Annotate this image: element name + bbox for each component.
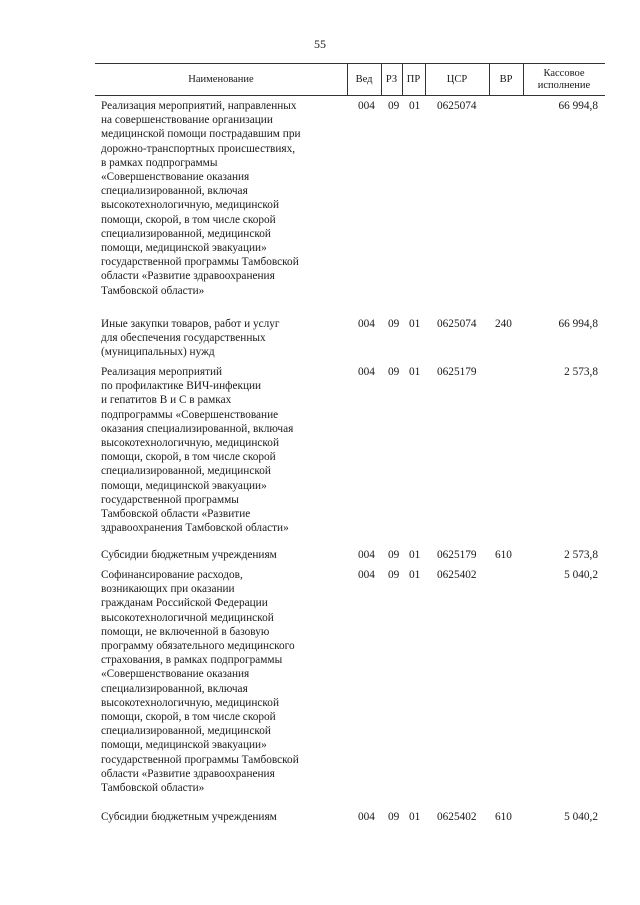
page-number: 55 [314, 37, 326, 51]
row-ved: 004 [358, 318, 375, 330]
row-ved: 004 [358, 100, 375, 112]
header-rz: РЗ [385, 73, 398, 85]
header-ved: Вед [355, 73, 373, 85]
row-pr: 01 [409, 549, 421, 561]
table-header [95, 63, 605, 96]
row-sum: 2 573,8 [564, 549, 598, 561]
row-rz: 09 [388, 811, 400, 823]
row-name: Реализация мероприятий, направленных на совершенствование организации медицинской помощи пострадавшим при дорожно-транспортных происшествиях, в рамках подпрограммы «Совершенствование оказания специализированной, включая высокотехнологичную, медицинской помощи, скорой, в том числе скорой специализированной, медицинской помощи, медицинской эвакуации» государственной программы Тамбовской области «Развитие здравоохранения Тамбовской области» [101, 100, 301, 297]
header-kassa: Кассовое исполнение [537, 67, 591, 91]
row-sum: 2 573,8 [564, 366, 598, 378]
row-csr: 0625179 [437, 549, 477, 561]
row-rz: 09 [388, 318, 400, 330]
row-pr: 01 [409, 366, 421, 378]
row-csr: 0625402 [437, 569, 477, 581]
row-sum: 5 040,2 [564, 569, 598, 581]
row-ved: 004 [358, 569, 375, 581]
row-csr: 0625179 [437, 366, 477, 378]
row-csr: 0625074 [437, 100, 477, 112]
row-csr: 0625074 [437, 318, 477, 330]
row-rz: 09 [388, 366, 400, 378]
row-vr: 240 [495, 318, 512, 330]
row-name: Реализация мероприятий по профилактике ВИЧ-инфекции и гепатитов В и С в рамках подпрограммы «Совершенствование оказания специализированной, включая высокотехнологичную, медицинской помощи, скорой, в том числе скорой специализированной, медицинской помощи, медицинской эвакуации» государственной программы Тамбовской области «Развитие здравоохранения Тамбовской области» [101, 366, 294, 535]
row-sum: 66 994,8 [558, 100, 598, 112]
row-name: Иные закупки товаров, работ и услуг для обеспечения государственных (муниципальных) нужд [101, 318, 280, 359]
row-rz: 09 [388, 569, 400, 581]
row-vr: 610 [495, 811, 512, 823]
row-name: Софинансирование расходов, возникающих при оказании гражданам Российской Федерации высокотехнологичной медицинской помощи, не включенной в базовую программу обязательного медицинского страхования, в рамках подпрограммы «Совершенствование оказания специализированной, включая высокотехнологичную, медицинской помощи, скорой, в том числе скорой специализированной, медицинской помощи, медицинской эвакуации» государственной программы Тамбовской области «Развитие здравоохранения Тамбовской области» [101, 569, 299, 795]
row-csr: 0625402 [437, 811, 477, 823]
header-csr: ЦСР [446, 73, 468, 85]
row-pr: 01 [409, 100, 421, 112]
row-pr: 01 [409, 811, 421, 823]
row-name: Субсидии бюджетным учреждениям [101, 549, 277, 561]
header-name: Наименование [188, 73, 254, 85]
row-name: Субсидии бюджетным учреждениям [101, 811, 277, 823]
row-pr: 01 [409, 318, 421, 330]
row-ved: 004 [358, 366, 375, 378]
row-ved: 004 [358, 811, 375, 823]
row-pr: 01 [409, 569, 421, 581]
row-rz: 09 [388, 549, 400, 561]
row-sum: 5 040,2 [564, 811, 598, 823]
header-pr: ПР [406, 73, 421, 85]
row-ved: 004 [358, 549, 375, 561]
row-sum: 66 994,8 [558, 318, 598, 330]
header-vr: ВР [499, 73, 513, 85]
row-rz: 09 [388, 100, 400, 112]
row-vr: 610 [495, 549, 512, 561]
